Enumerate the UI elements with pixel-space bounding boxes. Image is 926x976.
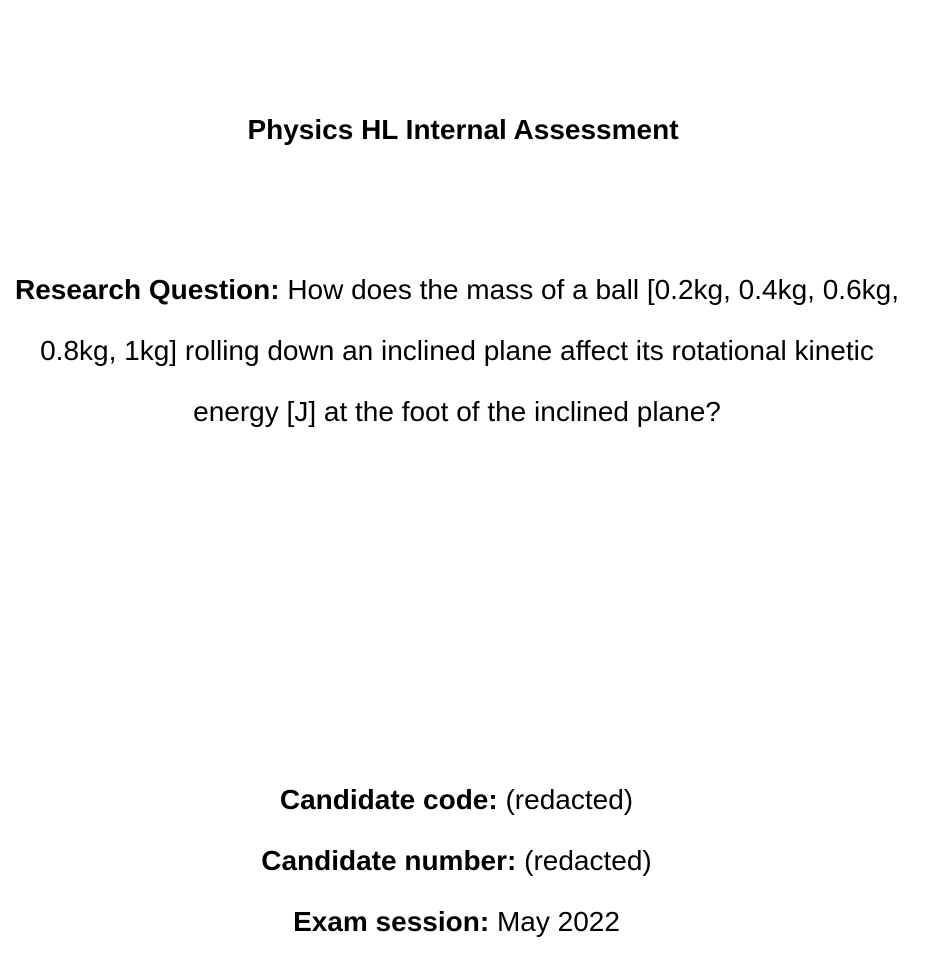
research-question-label: Research Question:	[15, 274, 280, 305]
exam-session-line	[0, 902, 913, 942]
document-title: Physics HL Internal Assessment	[247, 114, 679, 145]
candidate-code-value: (redacted)	[505, 784, 634, 815]
candidate-number-value: (redacted)	[524, 845, 652, 876]
candidate-code-label: Candidate code:	[279, 784, 498, 815]
candidate-number-label: Candidate number:	[261, 845, 517, 876]
research-question-text: How does the mass of a ball [0.2kg, 0.4kg, 0.6kg, 0.8kg, 1kg] rolling down an inclined plane affect its rotational kinetic energy [J] at the foot of the inclined plane?	[40, 274, 899, 427]
research-question	[14, 259, 900, 442]
exam-session-value: May 2022	[496, 906, 620, 937]
exam-session-label: Exam session:	[293, 906, 490, 937]
candidate-code-line	[0, 780, 913, 820]
candidate-number-line	[0, 841, 913, 881]
